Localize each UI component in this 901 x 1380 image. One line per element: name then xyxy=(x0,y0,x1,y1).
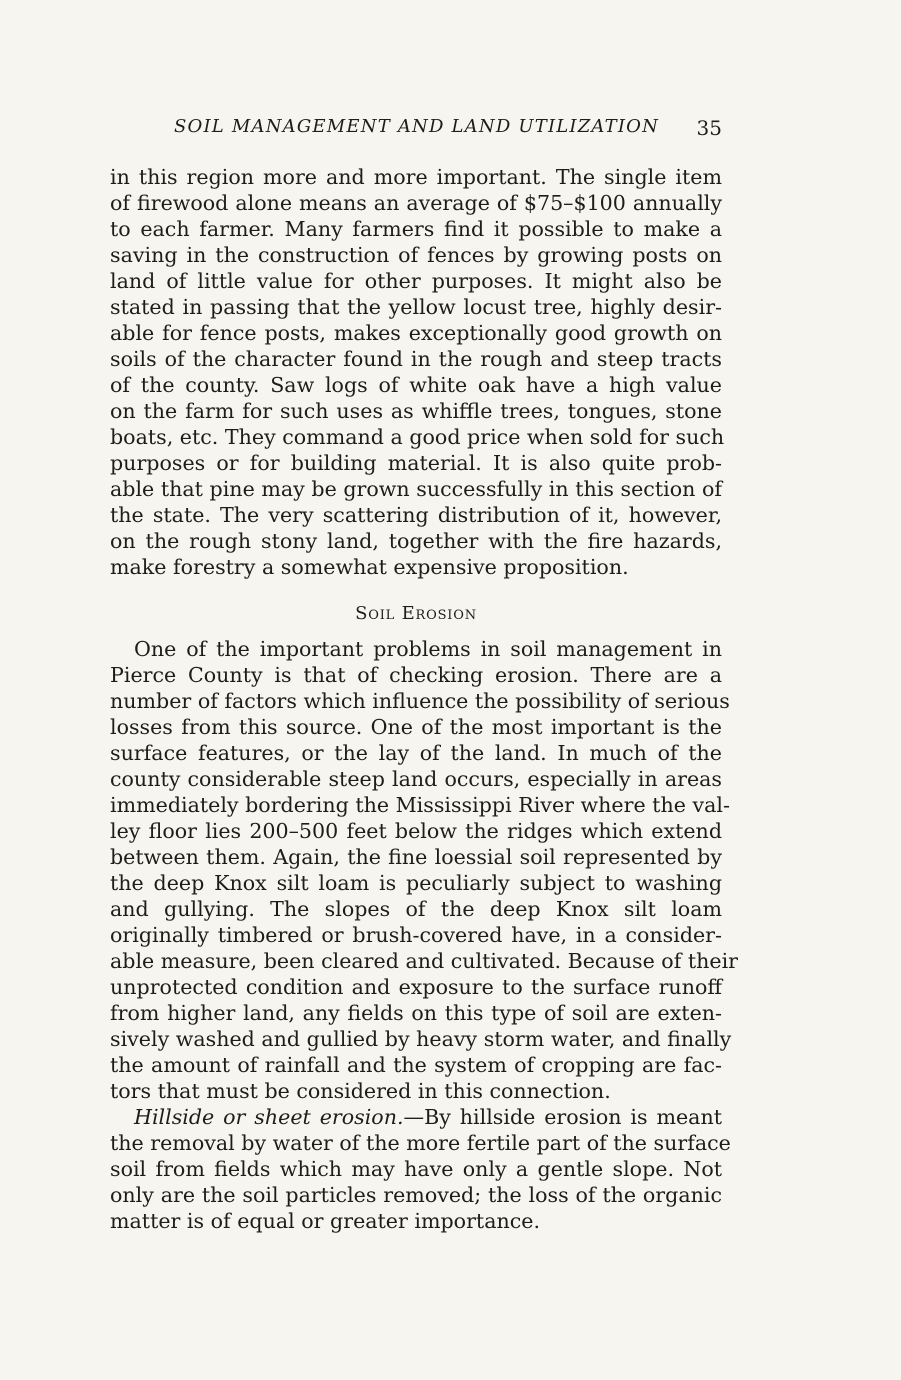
text-line: between them. Again, the fine loessial soil represented by xyxy=(110,845,722,869)
text-line: in this region more and more important. The single item xyxy=(110,165,722,189)
text-line: the amount of rainfall and the system of cropping are fac- xyxy=(110,1053,722,1077)
text-line: of firewood alone means an average of $75–$100 annually xyxy=(110,191,722,215)
text-line: only are the soil particles removed; the loss of the organic xyxy=(110,1183,722,1207)
text-line: ley floor lies 200–500 feet below the ridges which extend xyxy=(110,819,722,843)
text-line: surface features, or the lay of the land. In much of the xyxy=(110,741,722,765)
text-line: immediately bordering the Mississippi River where the val- xyxy=(110,793,730,817)
text-line: and gullying. The slopes of the deep Knox silt loam xyxy=(110,897,722,921)
text-line: on the rough stony land, together with the fire hazards, xyxy=(110,529,722,553)
text-line: originally timbered or brush-covered have, in a consider- xyxy=(110,923,722,947)
text-line: make forestry a somewhat expensive proposition. xyxy=(110,555,629,579)
text-line: on the farm for such uses as whiffle trees, tongues, stone xyxy=(110,399,722,423)
section-heading: Soil Erosion xyxy=(355,603,477,624)
text-line: soil from fields which may have only a gentle slope. Not xyxy=(110,1157,722,1181)
text-line: losses from this source. One of the most important is the xyxy=(110,715,722,739)
subsection-first-line xyxy=(134,1104,722,1130)
text-line: of the county. Saw logs of white oak have a high value xyxy=(110,373,722,397)
text-line: able that pine may be grown successfully in this section of xyxy=(110,477,722,501)
page-number: 35 xyxy=(696,116,722,140)
text-line: boats, etc. They command a good price when sold for such xyxy=(110,425,725,449)
text-line: Pierce County is that of checking erosion. There are a xyxy=(110,663,722,687)
text-line: county considerable steep land occurs, especially in areas xyxy=(110,767,722,791)
subsection-first-line-rest: —By hillside erosion is meant xyxy=(403,1105,722,1129)
text-line: tors that must be considered in this connection. xyxy=(110,1079,611,1103)
text-line: soils of the character found in the rough and steep tracts xyxy=(110,347,722,371)
text-line: sively washed and gullied by heavy storm water, and finally xyxy=(110,1027,732,1051)
text-line: saving in the construction of fences by growing posts on xyxy=(110,243,722,267)
text-line: the removal by water of the more fertile part of the surface xyxy=(110,1131,731,1155)
text-line: stated in passing that the yellow locust tree, highly desir- xyxy=(110,295,722,319)
running-title: SOIL MANAGEMENT AND LAND UTILIZATION xyxy=(174,116,660,137)
text-line: matter is of equal or greater importance. xyxy=(110,1209,541,1233)
text-line: to each farmer. Many farmers find it possible to make a xyxy=(110,217,722,241)
text-line: the deep Knox silt loam is peculiarly subject to washing xyxy=(110,871,722,895)
text-line: able for fence posts, makes exceptionally good growth on xyxy=(110,321,722,345)
text-line: One of the important problems in soil management in xyxy=(134,637,722,661)
text-line: unprotected condition and exposure to the surface runoff xyxy=(110,975,722,999)
text-line: from higher land, any fields on this type of soil are exten- xyxy=(110,1001,722,1025)
running-head xyxy=(110,116,722,146)
text-line: purposes or for building material. It is also quite prob- xyxy=(110,451,722,475)
text-line: the state. The very scattering distribution of it, however, xyxy=(110,503,722,527)
subsection-title: Hillside or sheet erosion. xyxy=(134,1105,404,1129)
text-line: able measure, been cleared and cultivated. Because of their xyxy=(110,949,739,973)
text-line: land of little value for other purposes. It might also be xyxy=(110,269,722,293)
text-line: number of factors which influence the possibility of serious xyxy=(110,689,730,713)
